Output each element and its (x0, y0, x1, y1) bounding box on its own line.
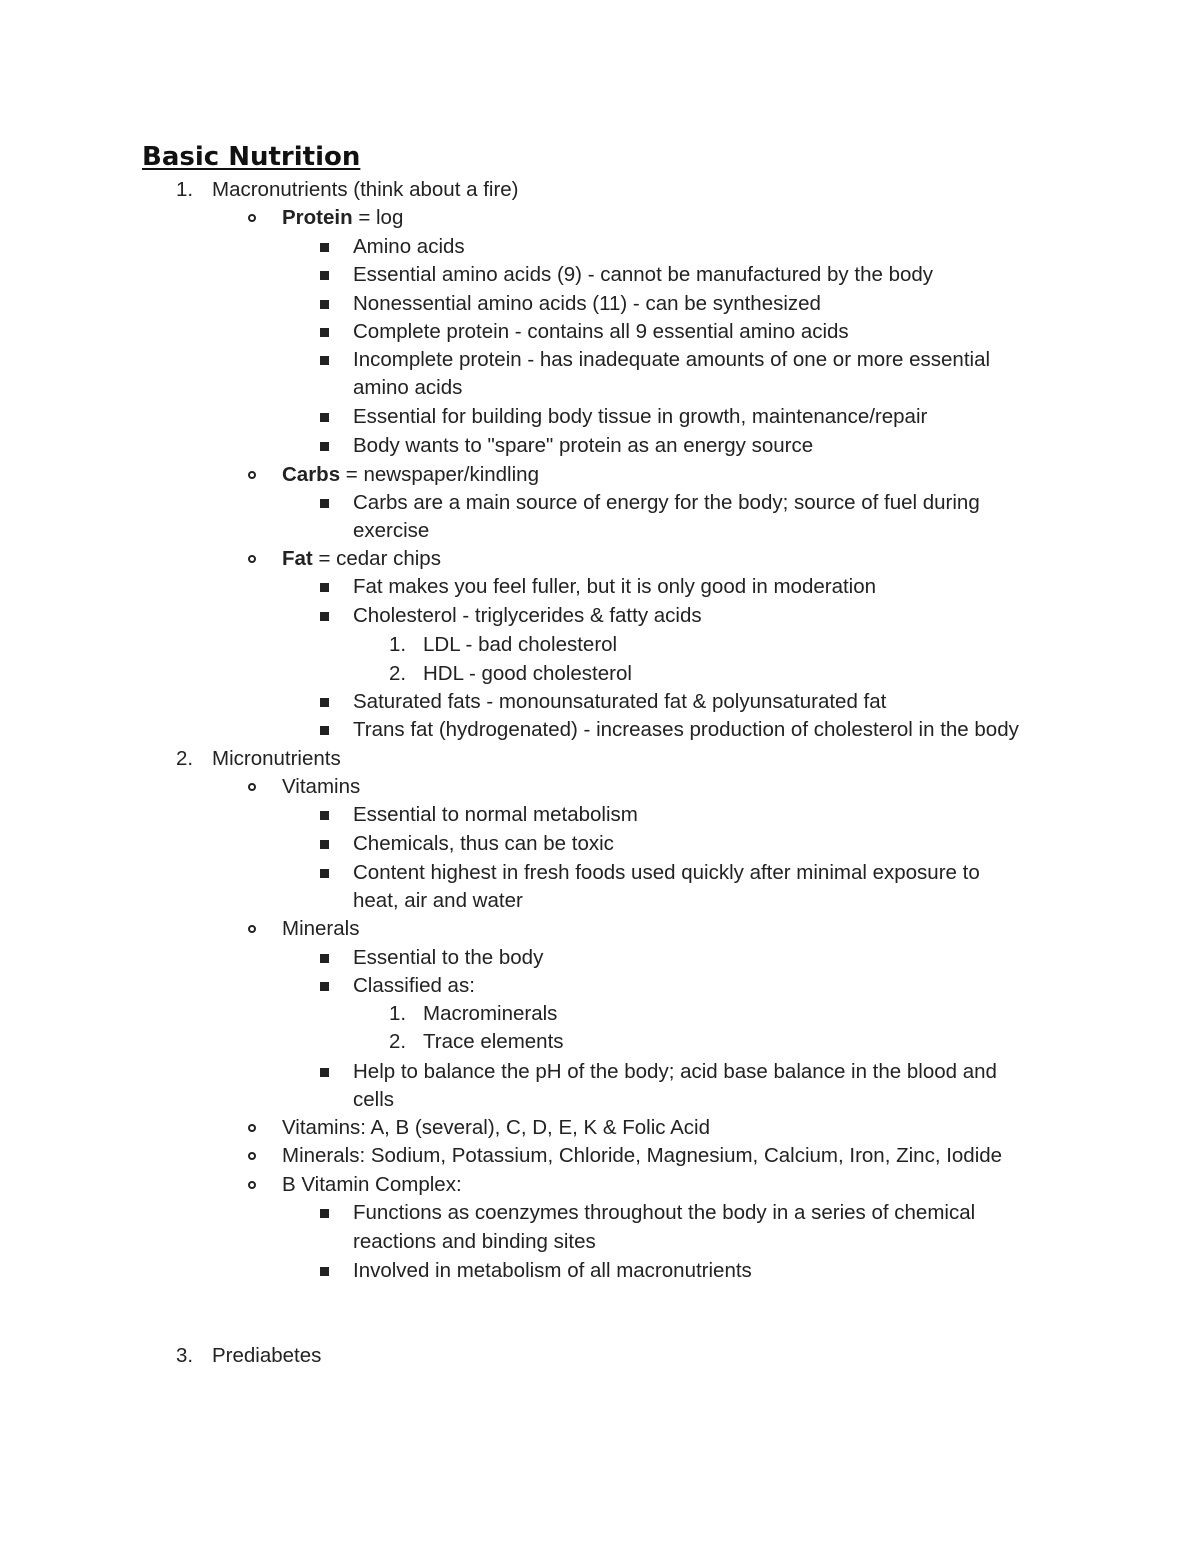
list-item-continuation: cells (353, 1088, 395, 1111)
square-bullet-icon (320, 583, 329, 592)
square-bullet-icon (320, 442, 329, 451)
list-item-micronutrients (176, 745, 341, 773)
list-item: 2. HDL - good cholesterol (389, 662, 632, 685)
hollow-bullet-icon (248, 214, 256, 222)
square-bullet-icon (320, 726, 329, 735)
square-bullet-icon (320, 811, 329, 820)
square-bullet-icon (320, 271, 329, 280)
list-item: 1. LDL - bad cholesterol (389, 633, 618, 656)
list-item-label: Fat = cedar chips (282, 547, 441, 570)
square-bullet-icon (320, 698, 329, 707)
list-item-continuation: amino acids (353, 376, 463, 399)
square-bullet-icon (320, 413, 329, 422)
list-number: 2. (176, 747, 194, 770)
square-bullet-icon (320, 328, 329, 337)
list-item-label: Macronutrients (think about a fire) (212, 178, 519, 201)
square-bullet-icon (320, 982, 329, 991)
square-bullet-icon (320, 869, 329, 878)
list-item: 2. Trace elements (389, 1030, 564, 1053)
square-bullet-icon (320, 1209, 329, 1218)
square-bullet-icon (320, 1068, 329, 1077)
square-bullet-icon (320, 840, 329, 849)
square-bullet-icon (320, 499, 329, 508)
list-item-prediabetes (176, 1342, 322, 1370)
hollow-bullet-icon (248, 471, 256, 479)
hollow-bullet-icon (248, 555, 256, 563)
list-item-macronutrients (176, 176, 519, 204)
list-item: 1. Macrominerals (389, 1002, 558, 1025)
list-number: 3. (176, 1344, 194, 1367)
list-number: 1. (389, 1002, 407, 1025)
list-item-label: Carbs = newspaper/kindling (282, 463, 539, 486)
square-bullet-icon (320, 1267, 329, 1276)
list-item-label: Prediabetes (212, 1344, 322, 1367)
hollow-bullet-icon (248, 783, 256, 791)
square-bullet-icon (320, 356, 329, 365)
list-item-continuation: exercise (353, 519, 430, 542)
hollow-bullet-icon (248, 1181, 256, 1189)
list-item-continuation: reactions and binding sites (353, 1230, 596, 1253)
hollow-bullet-icon (248, 1124, 256, 1132)
square-bullet-icon (320, 300, 329, 309)
list-number: 1. (176, 178, 194, 201)
list-item-label: Micronutrients (212, 747, 341, 770)
document-page: Basic Nutrition 1. Macronutrients (think about a fire) Protein = log Amino acids Essential amino acids (9) - cannot be manufactured by the body Nonessential amino acids (11) - can be synthesized Complete protein - contains all 9 essential amino acids Incomplete protein - has inadequate amounts of one or more essential amino acids Essential for building body tissue in growth, maintenance/repair Body wants to "spare" protein as an energy source Carbs = newspaper/kindling Carbs are a main source of energy for the body; source of fuel during exercise Fat = cedar chips Fat makes you feel fuller, but it is only good in moderation Cholesterol - triglycerides & fatty acids 1. LDL - bad cholesterol 2. HDL - good cholesterol Saturated fats - monounsaturated fat & polyunsaturated fat Trans fat (hydrogenated) - increases production of cholesterol in the body 2. Micronutrients Vitamins Essential to normal metabolism Chemicals, thus can be toxic Content highest in fresh foods used quickly after minimal exposure to heat, air and water Minerals Essential to the body Classified as: 1. Macrominerals 2. Trace elements Help to balance the pH of the body; acid base balance in the blood and cells Vitamins: A, B (several), C, D, E, K & Folic Acid Minerals: Sodium, Potassium, Chloride, Magnesium, Calcium, Iron, Zinc, Iodide B Vitamin Complex: Functions as coenzymes throughout the body in a series of chemical reactions and binding sites Involved in metabolism of all macronutrients 3. Prediabetes (0, 0, 1200, 1553)
page-title: Basic Nutrition (142, 142, 361, 172)
hollow-bullet-icon (248, 925, 256, 933)
list-item-label: Protein = log (282, 206, 404, 229)
list-number: 2. (389, 662, 407, 685)
list-number: 1. (389, 633, 407, 656)
list-number: 2. (389, 1030, 407, 1053)
hollow-bullet-icon (248, 1152, 256, 1160)
square-bullet-icon (320, 243, 329, 252)
list-item-continuation: heat, air and water (353, 889, 523, 912)
square-bullet-icon (320, 954, 329, 963)
square-bullet-icon (320, 612, 329, 621)
